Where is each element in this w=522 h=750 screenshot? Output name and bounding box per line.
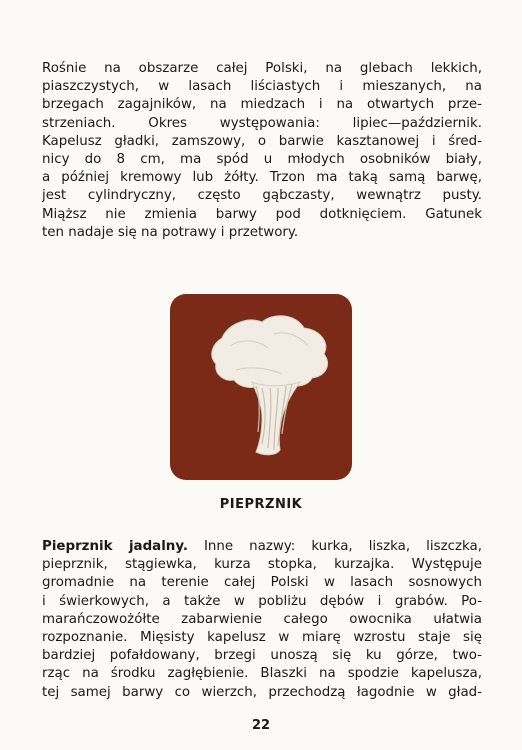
text-line: i świerkowych, a także w pobliżu dębów i grabów. Po- — [42, 593, 482, 609]
text-line: piaszczystych, w lasach liściastych i mieszanych, na — [42, 79, 482, 95]
chanterelle-mushroom-icon — [170, 294, 352, 480]
top-paragraph — [42, 60, 482, 242]
illustration-caption: PIEPRZNIK — [219, 497, 303, 512]
text-line: ten nadaje się na potrawy i przetwory. — [42, 224, 299, 240]
text-line: nicy do 8 cm, ma spód u młodych osobników biały, — [42, 152, 482, 168]
text-line: Kapelusz gładki, zamszowy, o barwie kasztanowej i śred- — [42, 133, 482, 149]
text-line: Rośnie na obszarze całej Polski, na glebach lekkich, — [42, 61, 482, 76]
text-line: tej samej barwy co wierzch, przechodzą łagodnie w gład- — [42, 684, 482, 700]
text-line: Miąższ nie zmienia barwy pod dotknięciem. Gatunek — [42, 206, 482, 222]
page-number: 22 — [251, 718, 271, 733]
text-line: jest cylindryczny, często gąbczasty, wewnątrz pusty. — [42, 188, 482, 204]
text-line: marańczowożółte zabarwienie całego owocnika ułatwia — [42, 611, 482, 627]
text-line: strzeniach. Okres występowania: lipiec—październik. — [42, 115, 482, 131]
text-line: bardziej pofałdowany, brzegi unoszą się ku górze, two- — [42, 648, 482, 664]
text-line: rozpoznanie. Mięsisty kapelusz w miarę wzrostu staje się — [42, 630, 482, 646]
text-line: gromadnie na terenie całej Polski w lasach sosnowych — [42, 575, 482, 591]
text-line: brzegach zagajników, na miedzach i na otwartych prze- — [42, 97, 482, 113]
text-line: a później kremowy lub żółty. Trzon ma taką samą barwę, — [42, 170, 482, 186]
text-line — [42, 538, 482, 556]
text-line-rest: Inne nazwy: kurka, liszka, liszczka, — [187, 539, 482, 554]
text-line: pieprznik, stągiewka, kurza stopka, kurzajka. Występuje — [42, 557, 482, 573]
species-name: Pieprznik jadalny. — [42, 539, 188, 554]
text-line: rząc na środku zagłębienie. Blaszki na spodzie kapelusza, — [42, 666, 482, 682]
bottom-paragraph — [42, 538, 482, 702]
